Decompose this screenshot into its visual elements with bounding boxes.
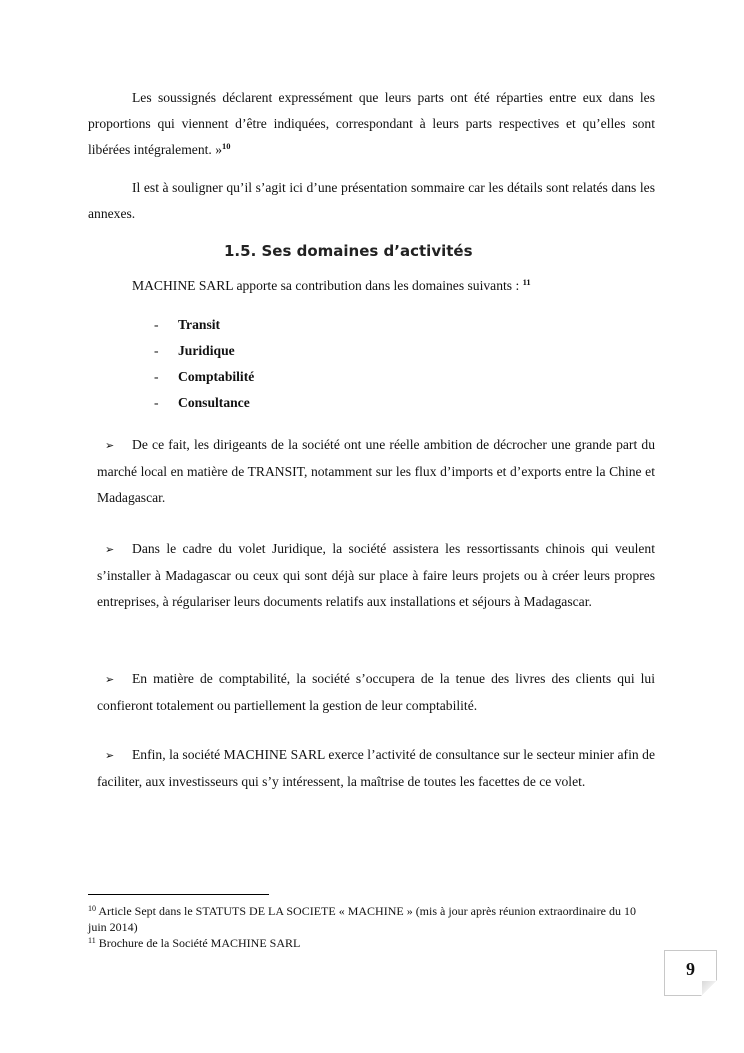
bullet-text: Enfin, la société MACHINE SARL exerce l’activité de consultance sur le secteur minier afin de faciliter, aux investisseurs qui s’y intéressent, la maîtrise de toutes les facettes de ce volet. bbox=[97, 747, 655, 789]
list-item bbox=[154, 312, 254, 338]
intro-text: MACHINE SARL apporte sa contribution dans les domaines suivants : bbox=[132, 278, 520, 293]
paragraph-text: Les soussignés déclarent expressément que leurs parts ont été réparties entre eux dans les proportions qui viennent d’être indiquées, correspondant à leurs parts respectives et qu’elles sont libérées intégralement. » bbox=[88, 90, 655, 157]
arrow-bullet-icon: ➢ bbox=[105, 439, 115, 452]
paragraph-text: Il est à souligner qu’il s’agit ici d’une présentation sommaire car les détails sont relatés dans les annexes. bbox=[88, 180, 655, 221]
footnote-number: 10 bbox=[88, 904, 96, 913]
bullet-juridique bbox=[97, 536, 655, 615]
domain-comptabilite: Comptabilité bbox=[178, 369, 255, 384]
footnote-text: Article Sept dans le STATUTS DE LA SOCIETE « MACHINE » (mis à jour après réunion extraordinaire du 10 juin 2014) bbox=[88, 904, 636, 934]
paragraph-parts-repartition bbox=[88, 85, 655, 163]
list-item bbox=[154, 364, 254, 390]
bullet-text: En matière de comptabilité, la société s’occupera de la tenue des livres des clients qui lui confieront totalement ou partiellement la gestion de leur comptabilité. bbox=[97, 671, 655, 713]
section-heading: 1.5. Ses domaines d’activités bbox=[224, 242, 473, 260]
bullet-text: Dans le cadre du volet Juridique, la société assistera les ressortissants chinois qui veulent s’installer à Madagascar ou ceux qui sont déjà sur place à faire leurs projets ou à créer leurs propres entreprises, à régulariser leurs documents relatifs aux installations et séjours à Madagascar. bbox=[97, 541, 655, 609]
footnote-ref-10[interactable]: 10 bbox=[222, 141, 231, 151]
footnote-separator bbox=[88, 894, 269, 895]
bullet-comptabilite bbox=[97, 666, 655, 719]
footnote-10 bbox=[88, 903, 648, 935]
footnote-number: 11 bbox=[88, 936, 96, 945]
footnote-ref-11[interactable]: 11 bbox=[522, 277, 531, 287]
paragraph-summary-note bbox=[88, 175, 655, 227]
bullet-transit bbox=[97, 432, 655, 511]
domain-transit: Transit bbox=[178, 317, 221, 332]
page-number-box bbox=[664, 950, 717, 996]
arrow-bullet-icon: ➢ bbox=[105, 673, 115, 686]
bullet-consultance bbox=[97, 742, 655, 795]
bullet-text: De ce fait, les dirigeants de la société ont une réelle ambition de décrocher une grande part du marché local en matière de TRANSIT, notamment sur les flux d’imports et d’exports entre la Chine et Madagascar. bbox=[97, 437, 655, 505]
dash-marker: - bbox=[154, 369, 159, 384]
domain-consultance: Consultance bbox=[178, 395, 250, 410]
dash-marker: - bbox=[154, 395, 159, 410]
arrow-bullet-icon: ➢ bbox=[105, 543, 115, 556]
footnotes bbox=[88, 903, 648, 951]
list-item bbox=[154, 390, 254, 416]
page-number: 9 bbox=[686, 959, 695, 979]
arrow-bullet-icon: ➢ bbox=[105, 749, 115, 762]
list-item bbox=[154, 338, 254, 364]
footnote-11 bbox=[88, 935, 648, 951]
dash-marker: - bbox=[154, 317, 159, 332]
footnote-text: Brochure de la Société MACHINE SARL bbox=[98, 936, 301, 950]
page-fold-icon bbox=[702, 981, 716, 995]
section-intro bbox=[132, 273, 531, 299]
domain-juridique: Juridique bbox=[178, 343, 235, 358]
domains-list bbox=[154, 312, 254, 416]
dash-marker: - bbox=[154, 343, 159, 358]
